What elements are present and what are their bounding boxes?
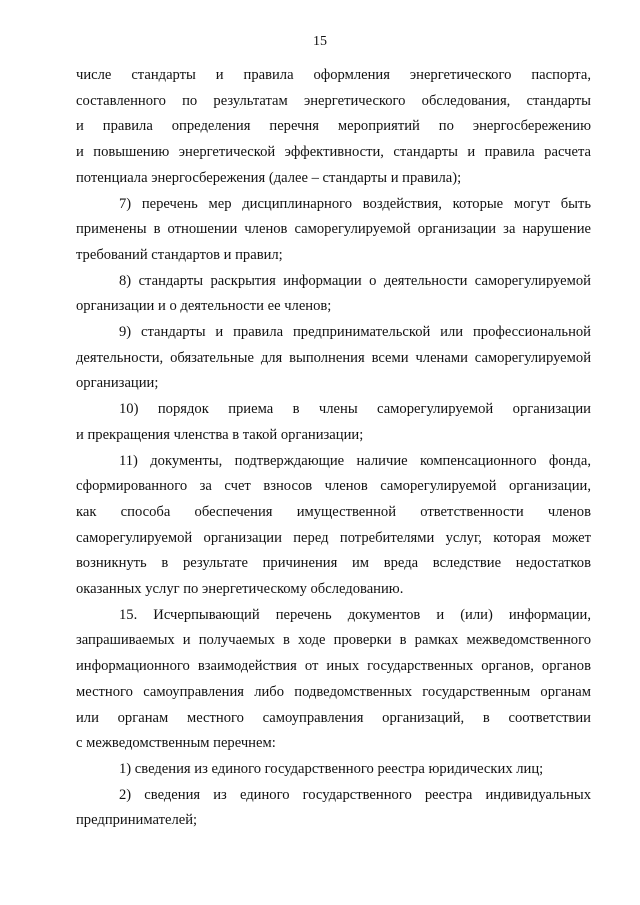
text-line: оказанных услуг по энергетическому обследованию. xyxy=(76,581,404,598)
text-line: организации и о деятельности ее членов; xyxy=(76,298,332,315)
document-body xyxy=(76,63,591,834)
text-line: запрашиваемых и получаемых в ходе проверки в рамках межведомственного xyxy=(76,632,591,649)
text-line: 10) порядок приема в члены саморегулируемой организации xyxy=(119,401,591,418)
paragraph-item-8 xyxy=(76,269,591,320)
text-line: 1) сведения из единого государственного реестра юридических лиц; xyxy=(119,760,544,777)
text-line: деятельности, обязательные для выполнения всеми членами саморегулируемой xyxy=(76,349,591,366)
text-line: 7) перечень мер дисциплинарного воздействия, которые могут быть xyxy=(119,195,591,212)
text-line: организации; xyxy=(76,375,159,392)
text-line: 11) документы, подтверждающие наличие компенсационного фонда, xyxy=(119,452,591,469)
paragraph-section-15-item-2 xyxy=(76,783,591,834)
page-number: 15 xyxy=(313,34,327,49)
text-line: составленного по результатам энергетического обследования, стандарты xyxy=(76,92,591,109)
text-line: применены в отношении членов саморегулируемой организации за нарушение xyxy=(76,221,591,238)
text-line: с межведомственным перечнем: xyxy=(76,735,276,752)
text-line: или органам местного самоуправления организаций, в соответствии xyxy=(76,709,591,726)
text-line: и прекращения членства в такой организации; xyxy=(76,426,364,443)
paragraph-section-15-item-1 xyxy=(76,757,591,783)
paragraph-section-15 xyxy=(76,603,591,757)
text-line: сформированного за счет взносов членов саморегулируемой организации, xyxy=(76,478,591,495)
paragraph-item-10 xyxy=(76,397,591,448)
text-line: предпринимателей; xyxy=(76,812,198,829)
text-line: возникнуть в результате причинения им вреда вследствие недостатков xyxy=(76,555,591,572)
text-line: числе стандарты и правила оформления энергетического паспорта, xyxy=(76,67,591,83)
text-line: потенциала энергосбережения (далее – стандарты и правила); xyxy=(76,169,462,186)
text-line: требований стандартов и правил; xyxy=(76,246,283,263)
text-line: 15. Исчерпывающий перечень документов и (или) информации, xyxy=(119,606,591,623)
text-line: 8) стандарты раскрытия информации о деятельности саморегулируемой xyxy=(119,272,591,289)
text-line: и повышению энергетической эффективности, стандарты и правила расчета xyxy=(76,144,591,161)
text-line: информационного взаимодействия от иных государственных органов, органов xyxy=(76,658,591,675)
paragraph-item-11 xyxy=(76,449,591,603)
paragraph-item-7 xyxy=(76,192,591,269)
text-line: и правила определения перечня мероприятий по энергосбережению xyxy=(76,118,591,135)
text-line: 2) сведения из единого государственного реестра индивидуальных xyxy=(119,786,591,803)
paragraph-standards-continuation xyxy=(76,63,591,192)
text-line: саморегулируемой организации перед потребителями услуг, которая может xyxy=(76,529,591,546)
text-line: местного самоуправления либо подведомственных государственным органам xyxy=(76,683,591,700)
paragraph-item-9 xyxy=(76,320,591,397)
text-line: как способа обеспечения имущественной ответственности членов xyxy=(76,503,591,520)
text-line: 9) стандарты и правила предпринимательской или профессиональной xyxy=(119,324,591,341)
